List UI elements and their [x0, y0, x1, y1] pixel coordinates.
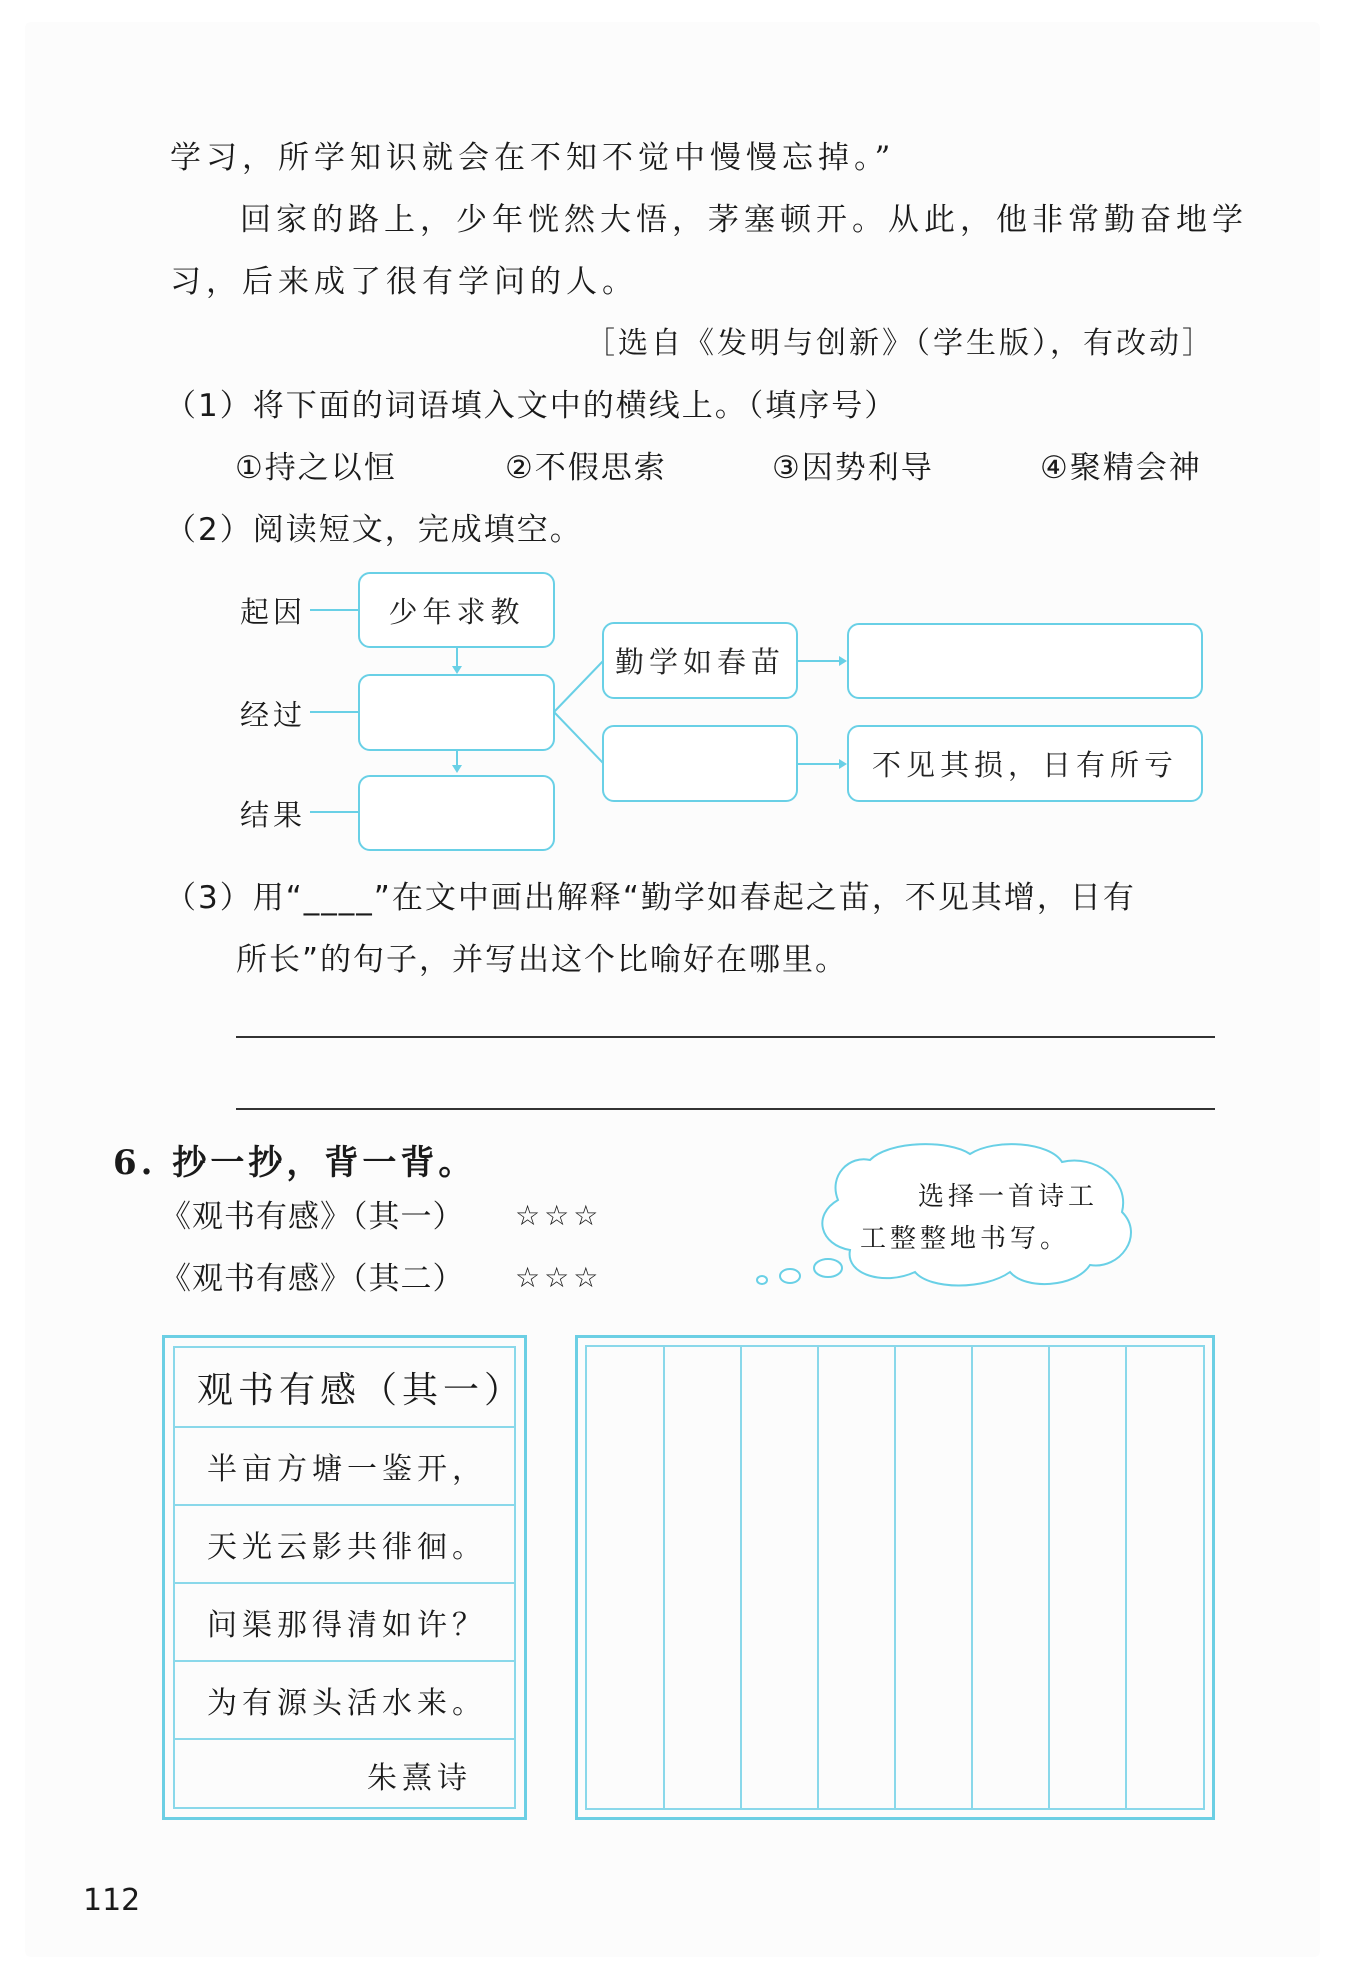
star-rating[interactable]: ☆☆☆ — [515, 1261, 603, 1294]
grid-line — [1125, 1347, 1127, 1808]
poem-author: 朱熹诗 — [367, 1760, 472, 1796]
answer-line[interactable] — [236, 1036, 1215, 1038]
label-result: 结果 — [240, 798, 307, 832]
source-citation: ［选自《发明与创新》（学生版），有改动］ — [585, 326, 1215, 361]
label-process: 经过 — [240, 698, 307, 732]
passage-line: 习，后来成了很有学问的人。 — [170, 264, 638, 300]
grid-line — [894, 1347, 896, 1808]
passage-line: 学习，所学知识就会在不知不觉中慢慢忘掉。” — [170, 140, 896, 176]
poem-line: 半亩方塘一鉴开， — [175, 1428, 514, 1506]
grid-line — [817, 1347, 819, 1808]
option-3: ③因势利导 — [772, 450, 934, 486]
poem-line: 为有源头活水来。 — [175, 1662, 514, 1740]
question-6-heading: 6. 抄一抄，背一背。 — [113, 1143, 477, 1183]
box-result-blank[interactable] — [358, 775, 555, 851]
label-cause: 起因 — [240, 595, 307, 629]
question-2: （2）阅读短文，完成填空。 — [165, 512, 583, 548]
option-1: ①持之以恒 — [235, 450, 397, 486]
star-rating[interactable]: ☆☆☆ — [515, 1199, 603, 1232]
poem-choice-title: 《观书有感》（其一） — [160, 1199, 465, 1235]
writing-grid[interactable] — [575, 1335, 1215, 1820]
poem-line: 问渠那得清如许？ — [175, 1584, 514, 1662]
grid-line — [663, 1347, 665, 1808]
poem-title: 观书有感（其一） — [175, 1348, 514, 1428]
question-3-cont: 所长”的句子，并写出这个比喻好在哪里。 — [236, 942, 849, 978]
box-branch-bottom-blank[interactable] — [602, 725, 798, 802]
poem-choice-title: 《观书有感》（其二） — [160, 1261, 465, 1297]
box-branch-bottom-result: 不见其损，日有所亏 — [847, 725, 1203, 802]
bubble-text: 选择一首诗工 — [918, 1182, 1099, 1212]
bubble-text: 工整整地书写。 — [860, 1224, 1071, 1254]
passage-line: 回家的路上，少年恍然大悟，茅塞顿开。从此，他非常勤奋地学 — [240, 202, 1248, 238]
option-2: ②不假思索 — [505, 450, 667, 486]
box-branch-top: 勤学如春苗 — [602, 622, 798, 699]
box-cause: 少年求教 — [358, 572, 555, 648]
box-branch-top-blank[interactable] — [847, 623, 1203, 699]
question-1: （1）将下面的词语填入文中的横线上。（填序号） — [165, 388, 898, 424]
grid-line — [1048, 1347, 1050, 1808]
poem-card — [162, 1335, 527, 1820]
question-3: （3）用“____”在文中画出解释“勤学如春起之苗，不见其增，日有 — [165, 880, 1136, 916]
poem-line: 天光云影共徘徊。 — [175, 1506, 514, 1584]
answer-line[interactable] — [236, 1108, 1215, 1110]
page-number: 112 — [83, 1883, 141, 1918]
box-process-blank[interactable] — [358, 674, 555, 751]
grid-line — [971, 1347, 973, 1808]
option-4: ④聚精会神 — [1040, 450, 1202, 486]
grid-line — [740, 1347, 742, 1808]
